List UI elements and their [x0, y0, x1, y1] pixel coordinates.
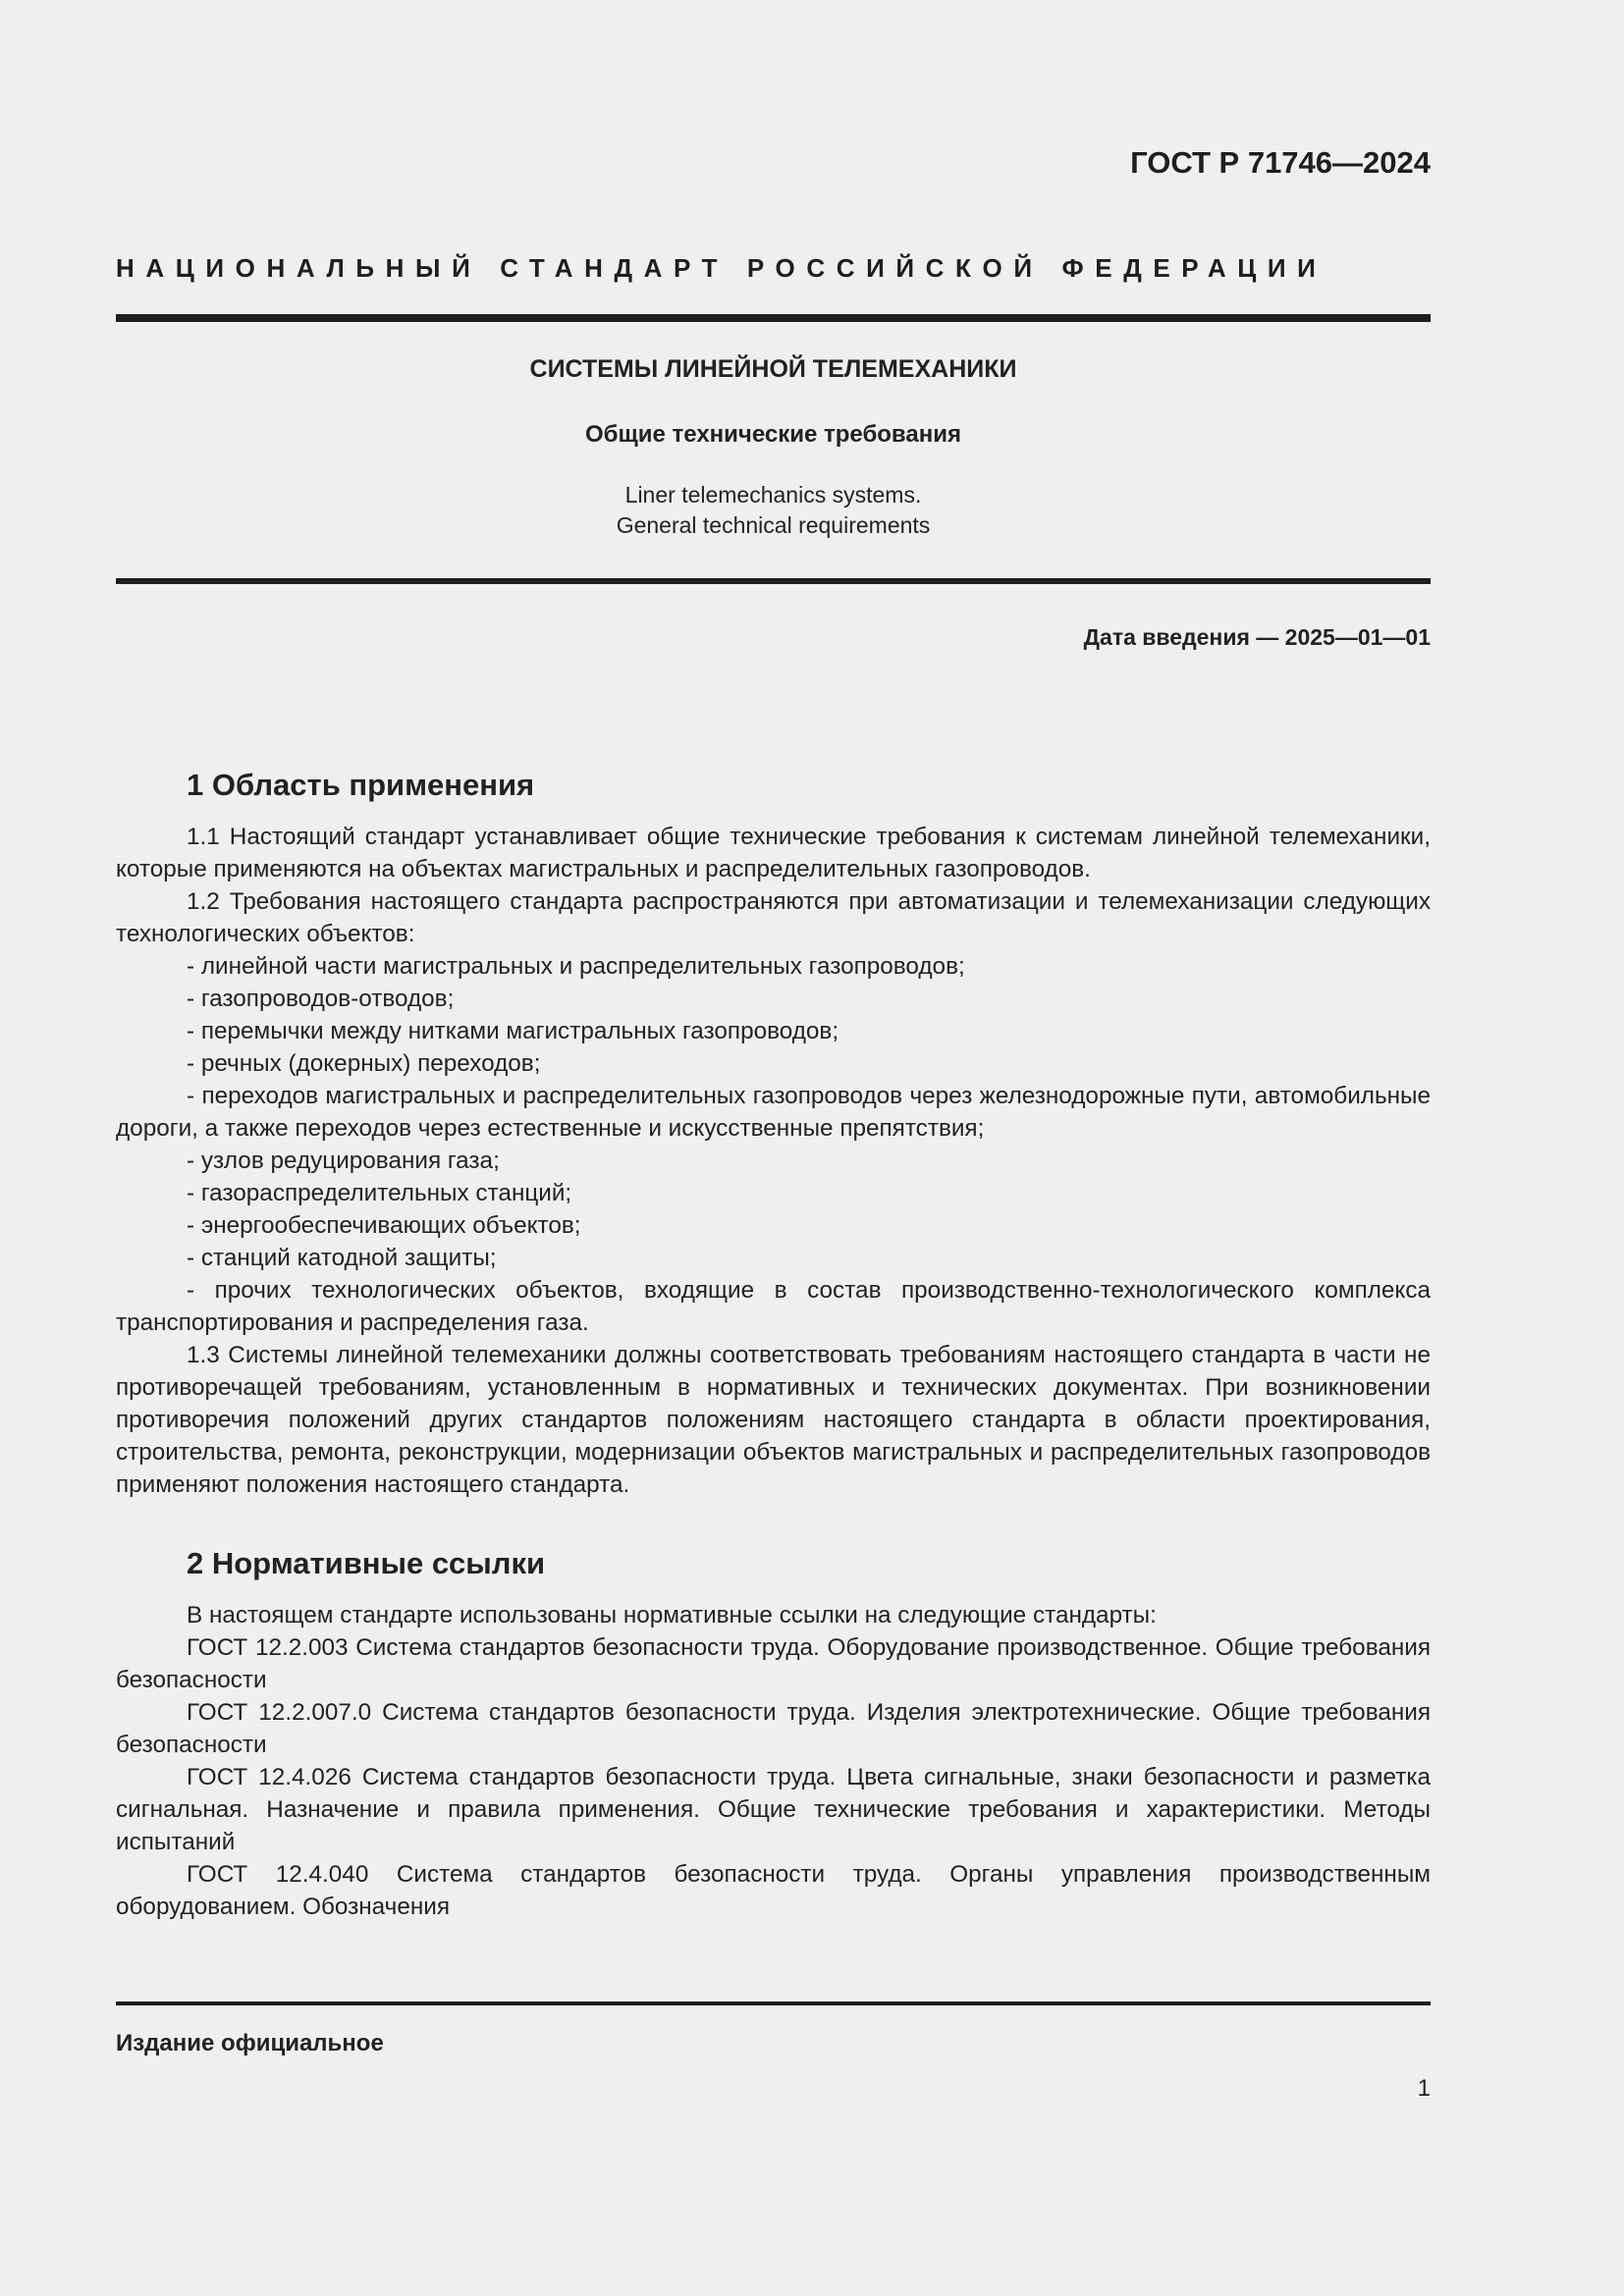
section-1-heading: 1 Область применения — [187, 768, 535, 802]
normative-reference: ГОСТ 12.2.003 Система стандартов безопасности труда. Оборудование производственное. Общие требования безопасности — [116, 1634, 1431, 1693]
list-item: - газораспределительных станций; — [187, 1180, 572, 1206]
official-edition-label: Издание официальное — [116, 2030, 384, 2056]
english-title-line-2: General technical requirements — [616, 512, 931, 538]
document-code: ГОСТ Р 71746—2024 — [1130, 145, 1431, 180]
english-title-line-1: Liner telemechanics systems. — [624, 482, 922, 507]
document-title: СИСТЕМЫ ЛИНЕЙНОЙ ТЕЛЕМЕХАНИКИ — [529, 355, 1017, 383]
list-item: - газопроводов-отводов; — [187, 986, 455, 1012]
normative-reference: ГОСТ 12.4.040 Система стандартов безопасности труда. Органы управления производственным оборудованием. Обозначения — [116, 1861, 1431, 1920]
list-item: - прочих технологических объектов, входящие в состав производственно-технологического комплекса транспортирования и распределения газа. — [116, 1277, 1431, 1336]
paragraph-1-2: 1.2 Требования настоящего стандарта распространяются при автоматизации и телемеханизации следующих технологических объектов: — [116, 888, 1431, 947]
title-bottom-divider — [116, 578, 1431, 584]
paragraph-1-1: 1.1 Настоящий стандарт устанавливает общие технические требования к системам линейной телемеханики, которые применяются на объектах магистральных и распределительных газопроводов. — [116, 824, 1431, 882]
page-number: 1 — [1417, 2075, 1431, 2102]
national-standard-banner: НАЦИОНАЛЬНЫЙ СТАНДАРТ РОССИЙСКОЙ ФЕДЕРАЦИИ — [116, 253, 1327, 283]
list-item: - узлов редуцирования газа; — [187, 1148, 500, 1174]
list-item: - энергообеспечивающих объектов; — [187, 1212, 581, 1239]
normative-references-intro: В настоящем стандарте использованы нормативные ссылки на следующие стандарты: — [187, 1602, 1157, 1629]
main-content — [116, 766, 1431, 1923]
top-divider — [116, 314, 1431, 322]
document-page — [116, 0, 1431, 2296]
list-item: - станций катодной защиты; — [187, 1245, 497, 1271]
english-title — [116, 480, 1431, 541]
normative-reference: ГОСТ 12.2.007.0 Система стандартов безопасности труда. Изделия электротехнические. Общие требования безопасности — [116, 1699, 1431, 1758]
footer-divider — [116, 2002, 1431, 2005]
list-item: - линейной части магистральных и распределительных газопроводов; — [187, 953, 965, 980]
paragraph-1-3: 1.3 Системы линейной телемеханики должны соответствовать требованиям настоящего стандарта в части не противоречащей требованиям, установленным в нормативных и технических документах. При возникновении противоречия положений других стандартов положениям настоящего стандарта в области проектирования, строительства, ремонта, реконструкции, модернизации объектов магистральных и распределительных газопроводов применяют положения настоящего стандарта. — [116, 1342, 1431, 1498]
list-item: - переходов магистральных и распределительных газопроводов через железнодорожные пути, автомобильные дороги, а также переходов через естественные и искусственные препятствия; — [116, 1083, 1431, 1142]
document-subtitle: Общие технические требования — [585, 421, 961, 448]
section-2-heading: 2 Нормативные ссылки — [187, 1546, 546, 1580]
normative-reference: ГОСТ 12.4.026 Система стандартов безопасности труда. Цвета сигнальные, знаки безопасности и разметка сигнальная. Назначение и правила применения. Общие технические требования и характеристики. Методы испытаний — [116, 1764, 1431, 1855]
list-item: - речных (докерных) переходов; — [187, 1050, 541, 1077]
list-item: - перемычки между нитками магистральных газопроводов; — [187, 1018, 839, 1044]
introduction-date: Дата введения — 2025—01—01 — [1083, 624, 1431, 650]
